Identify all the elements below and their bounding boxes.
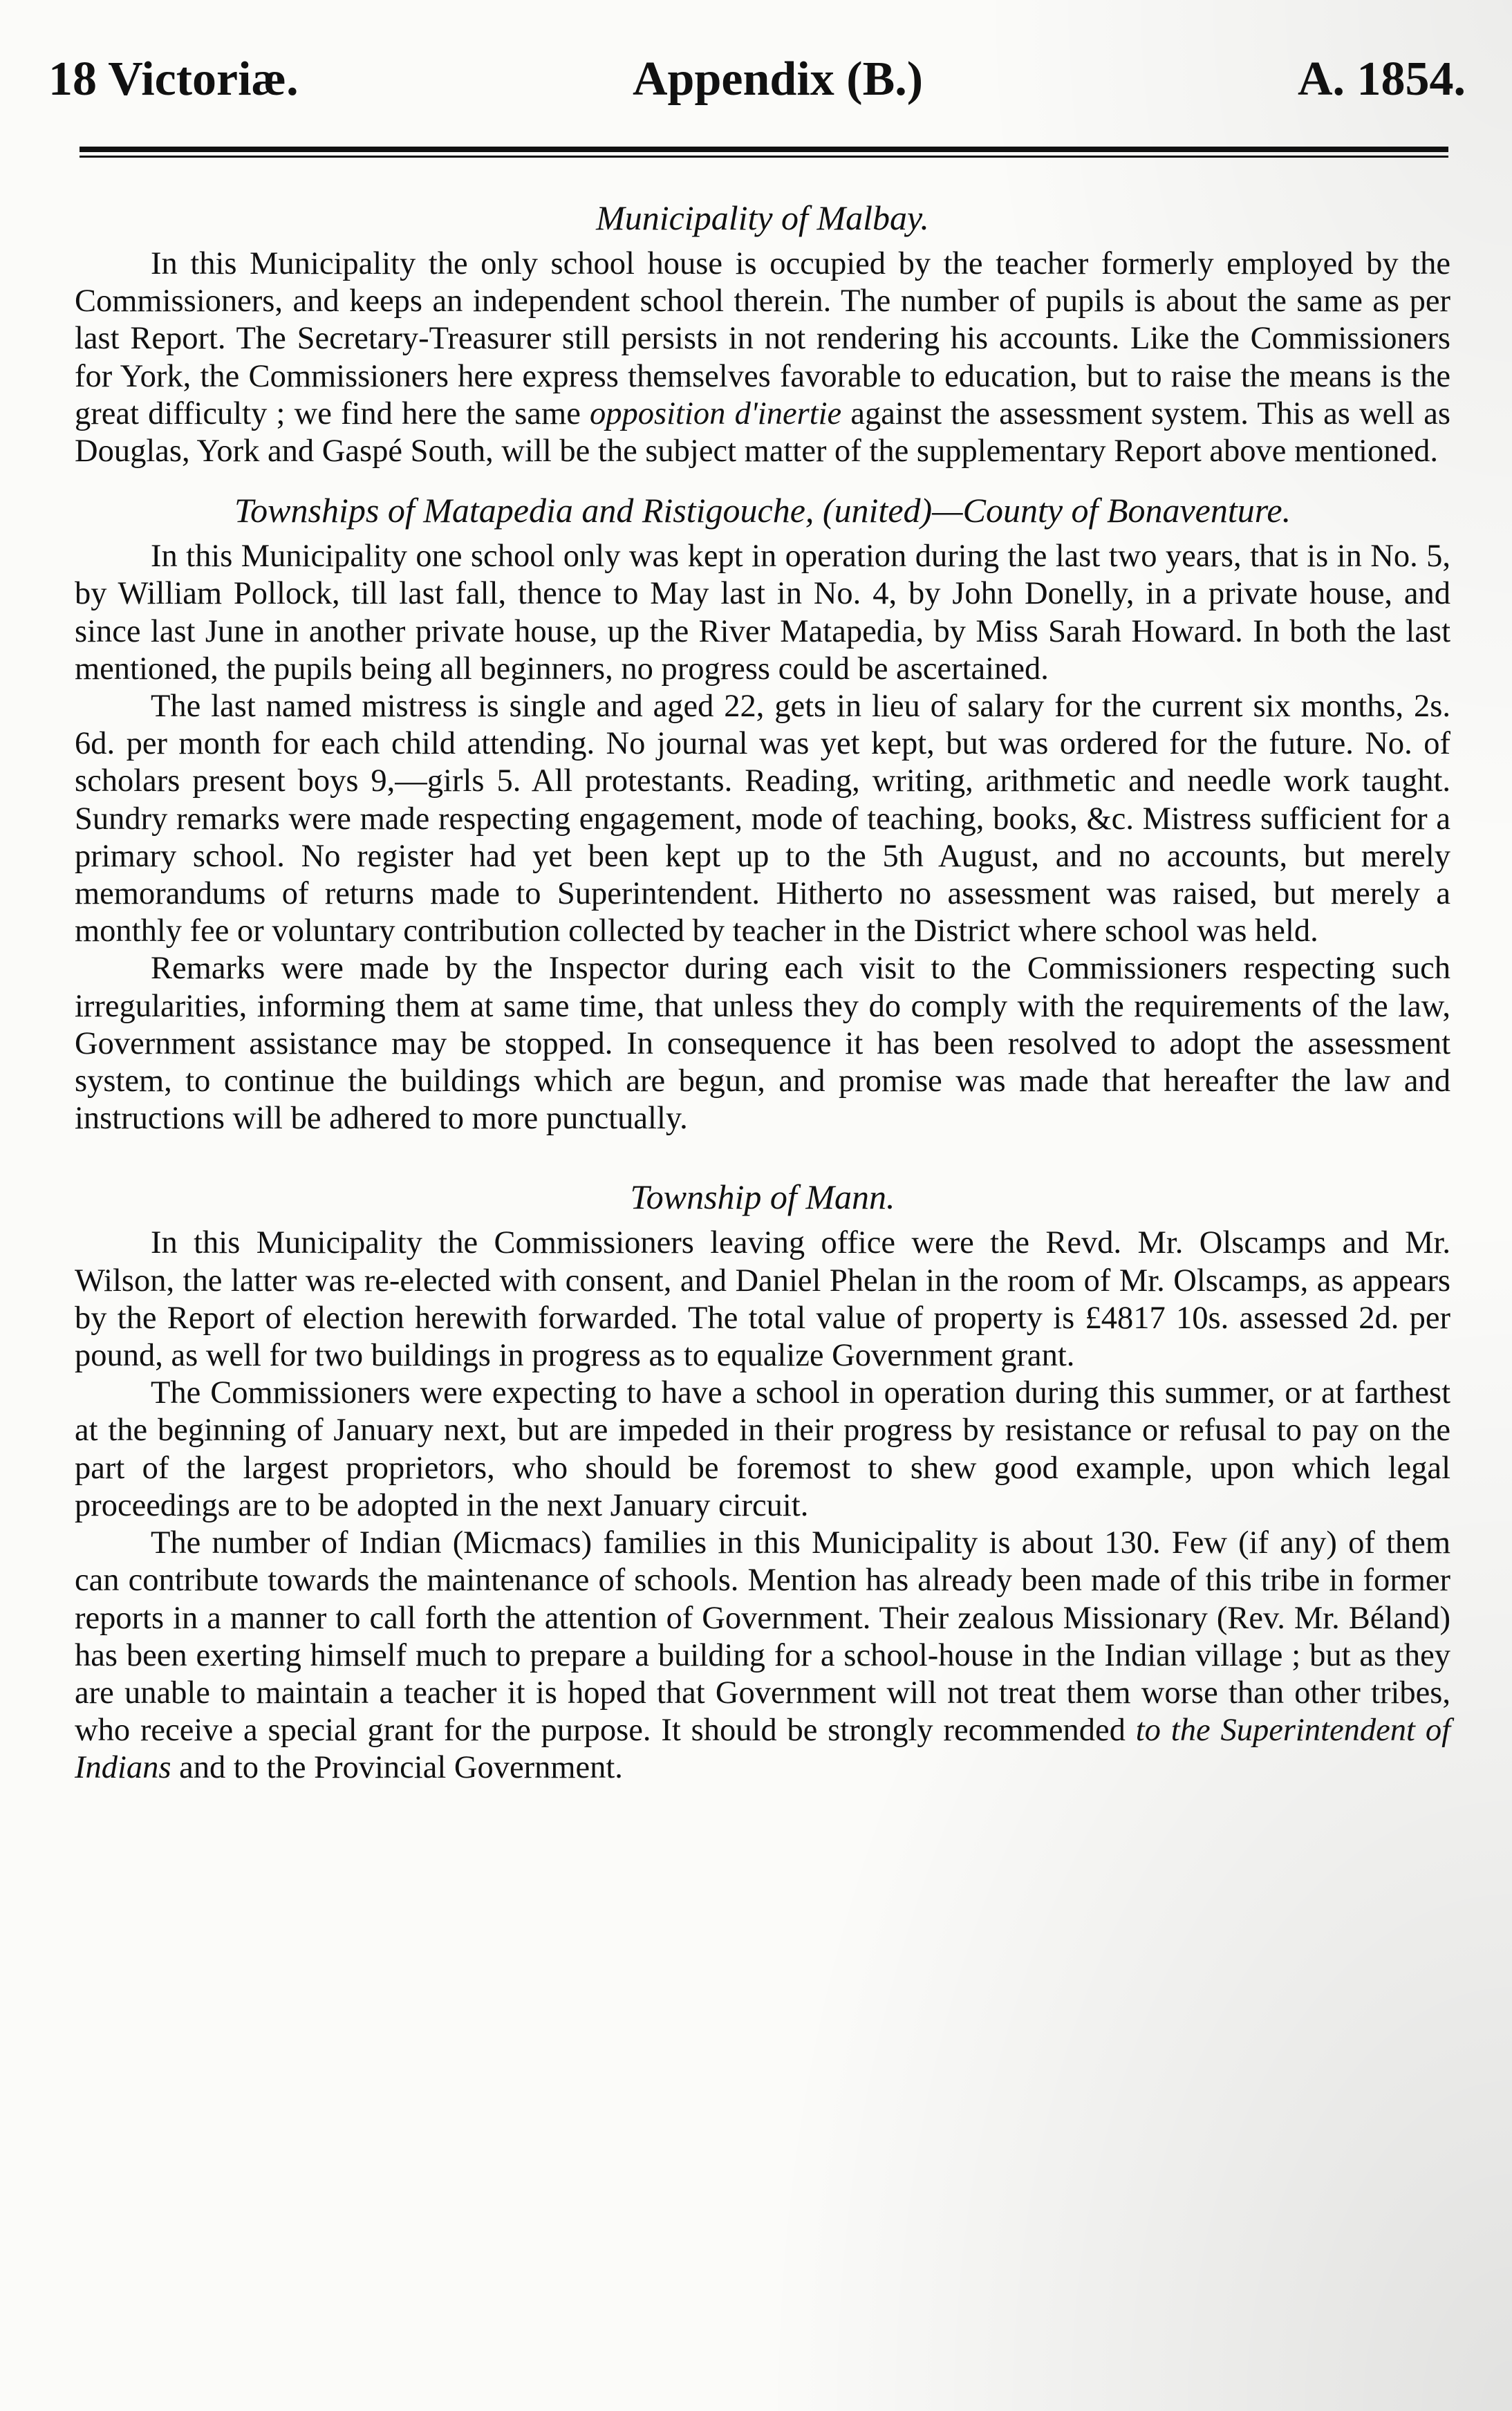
header-rule (80, 147, 1448, 152)
paragraph-mann-2: The Commissioners were expecting to have a school in operation during this summer, or at farthest at the beginning of January next, but are impeded in their progress by resistance or refusal to pay on the part of the largest proprietors, who should be foremost to shew good example, upon which legal proceedings are to be adopted in the next January circuit. (75, 1375, 1450, 1523)
header-rule-thin (80, 156, 1448, 158)
paragraph-matapedia-1: In this Municipality one school only was kept in operation during the last two years, that is in No. 5, by William Pollock, till last fall, thence to May last in No. 4, by John Donelly, in a private house, and since last June in another private house, up the River Matapedia, by Miss Sarah Howard. In both the last mentioned, the pupils being all beginners, no progress could be ascertained. (75, 539, 1450, 687)
paragraph-matapedia-3: Remarks were made by the Inspector during each visit to the Commissioners respecting such irregularities, informing them at same time, that unless they do comply with the requirements of the law, Government assistance may be stopped. In consequence it has been resolved to adopt the assessment system, to continue the buildings which are begun, and promise was made that hereafter the law and instructions will be adhered to more punctually. (75, 951, 1450, 1137)
header-appendix: Appendix (B.) (633, 53, 924, 106)
header-session: 18 Victoriæ. (48, 53, 299, 106)
paragraph-mann-1: In this Municipality the Commissioners leaving office were the Revd. Mr. Olscamps and Mr. Wilson, the latter was re-elected with consent, and Daniel Phelan in the room of Mr. Olscamps, as appears by the Report of election herewith forwarded. The total value of property is £4817 10s. assessed 2d. per pound, as well for two buildings in progress as to equalize Government grant. (75, 1225, 1450, 1374)
section-heading-matapedia: Townships of Matapedia and Ristigouche, (united)—County of Bonaventure. (234, 491, 1291, 530)
running-header (48, 38, 1466, 114)
paragraph-malbay: In this Municipality the only school house is occupied by the teacher formerly employed by the Commissioners, and keeps an independent school therein. The number of pupils is about the same as per last Report. The Secretary-Treasurer still persists in not rendering his accounts. Like the Commissioners for York, the Commissioners here express themselves favorable to education, but to raise the means is the great difficulty ; we find here the same opposition d'inertie against the assessment system. This as well as Douglas, York and Gaspé South, will be the subject matter of the supplementary Report above mentioned. (75, 246, 1450, 469)
header-year: A. 1854. (1297, 53, 1466, 106)
paragraph-matapedia-2: The last named mistress is single and aged 22, gets in lieu of salary for the current six months, 2s. 6d. per month for each child attending. No journal was yet kept, but was ordered for the future. No. of scholars present boys 9,—girls 5. All protestants. Reading, writing, arithmetic and needle work taught. Sundry remarks were made respecting engagement, mode of teaching, books, &c. Mistress sufficient for a primary school. No register had yet been kept up to the 5th August, and no accounts, but merely memorandums of returns made to Superintendent. Hitherto no assessment was raised, but merely a monthly fee or voluntary contribution collected by teacher in the District where school was held. (75, 689, 1450, 949)
section-heading-mann: Township of Mann. (630, 1177, 895, 1217)
emphasis-opposition: opposition d'inertie (590, 395, 842, 431)
document-body (75, 190, 1450, 1787)
section-heading-malbay: Municipality of Malbay. (596, 198, 929, 237)
paragraph-mann-3: The number of Indian (Micmacs) families in this Municipality is about 130. Few (if any) of them can contribute towards the maintenance of schools. Mention has already been made of this tribe in former reports in a manner to call forth the attention of Government. Their zealous Missionary (Rev. Mr. Béland) has been exerting himself much to prepare a building for a school-house in the Indian village ; but as they are unable to maintain a teacher it is hoped that Government will not treat them worse than other tribes, who receive a special grant for the purpose. It should be strongly recommended to the Superintendent of Indians and to the Provincial Government. (75, 1525, 1450, 1786)
emphasis-superintendent: to the Superintendent of Indians (75, 1713, 1450, 1786)
